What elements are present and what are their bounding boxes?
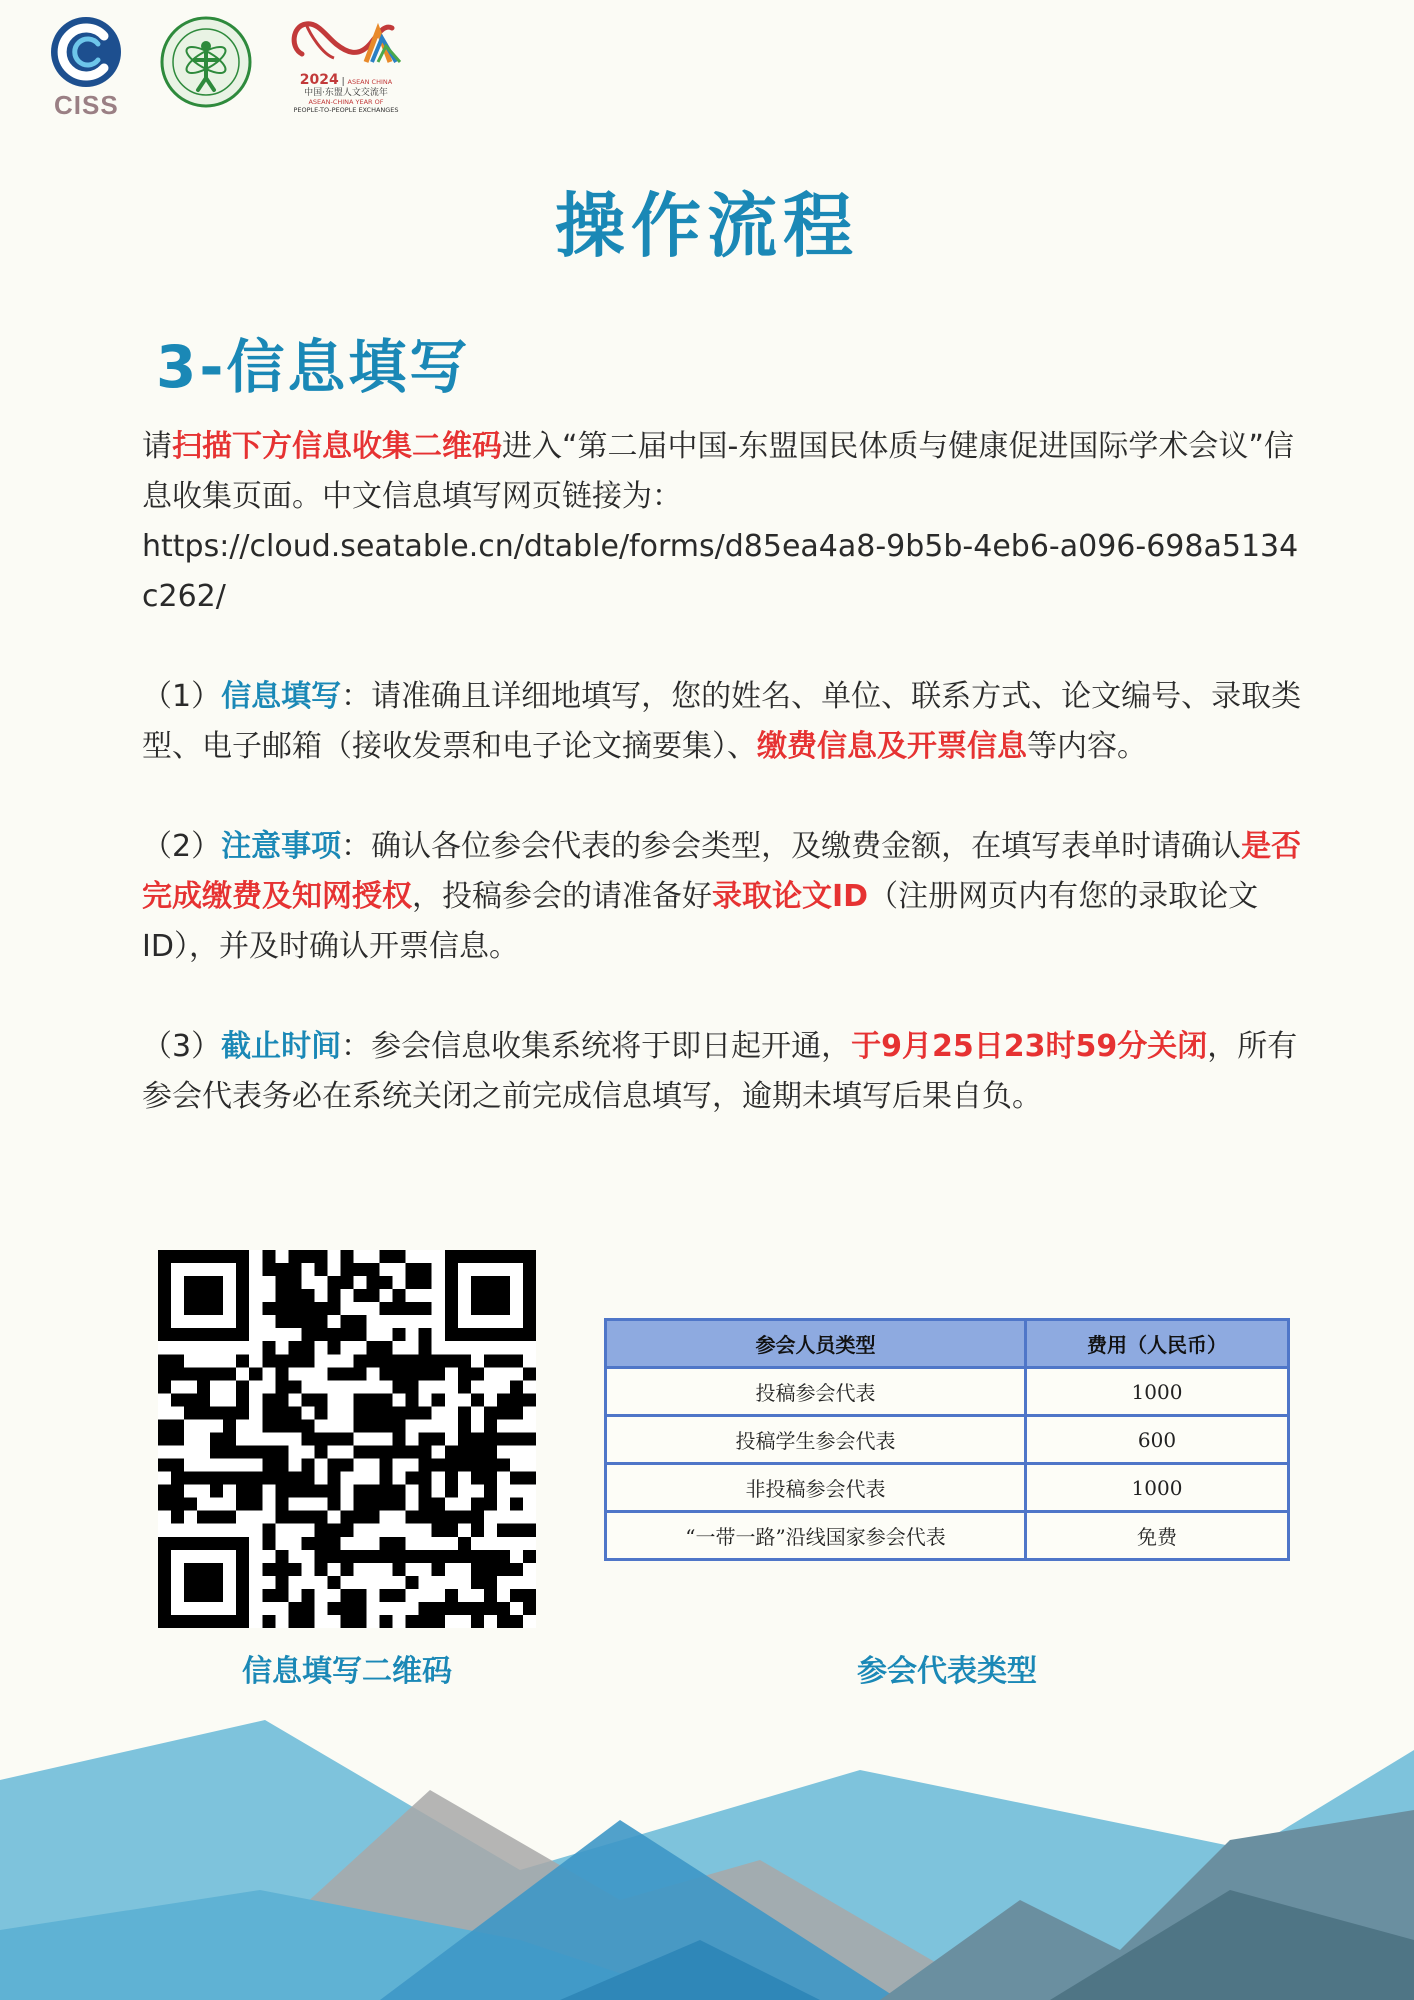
- item-2-text-1: ：确认各位参会代表的参会类型，及缴费金额，在填写表单时请确认: [341, 829, 1242, 864]
- item-2-text-3: （注册网页内有您的录取论文ID），并及时确认开票信息。: [142, 879, 1259, 964]
- logo-row: [46, 14, 406, 120]
- fee-table: [604, 1318, 1290, 1561]
- table-header-row: [606, 1320, 1289, 1368]
- table-row: [606, 1512, 1289, 1560]
- asean-english-line2: PEOPLE-TO-PEOPLE EXCHANGES: [293, 106, 399, 114]
- table-cell-fee: 1000: [1026, 1368, 1289, 1416]
- qr-caption: 信息填写二维码: [242, 1654, 452, 1689]
- table-row: [606, 1416, 1289, 1464]
- item-2-highlight-2: 录取论文ID: [712, 879, 869, 914]
- instructions: [142, 422, 1312, 1172]
- table-row: [606, 1368, 1289, 1416]
- asean-china-logo: [286, 14, 406, 118]
- table-cell-type: 投稿参会代表: [606, 1368, 1026, 1416]
- page-title: 操作流程: [555, 185, 859, 267]
- asean-english-line1: ASEAN-CHINA YEAR OF: [308, 98, 384, 106]
- table-header-type: 参会人员类型: [606, 1320, 1026, 1368]
- society-logo: [160, 16, 252, 108]
- item-3-highlight: 于9月25日23时59分关闭: [851, 1029, 1208, 1064]
- item-2-paragraph: [142, 822, 1312, 972]
- table-cell-type: “一带一路”沿线国家参会代表: [606, 1512, 1026, 1560]
- intro-text-1: 请: [142, 429, 172, 464]
- item-1-number: （1）: [142, 679, 222, 714]
- item-3-text-2: ，所有参会代表务必在系统关闭之前完成信息填写，逾期未填写后果自负。: [142, 1029, 1298, 1114]
- ciss-emblem-icon: [46, 14, 126, 90]
- mountain-decoration: [0, 1700, 1414, 2000]
- table-header-fee: 费用（人民币）: [1026, 1320, 1289, 1368]
- asean-china-emblem-icon: [286, 14, 406, 72]
- item-1-paragraph: [142, 672, 1312, 772]
- ciss-logo: [46, 14, 126, 120]
- society-emblem-icon: [160, 16, 252, 108]
- table-caption: 参会代表类型: [857, 1654, 1037, 1689]
- section-title: 3-信息填写: [156, 333, 471, 401]
- asean-china-logo-text: 2024 | ASEAN CHINA 中国·东盟人文交流年 ASEAN-CHINA YEAR OF PEOPLE-TO-PEOPLE EXCHANGES: [286, 72, 406, 114]
- item-1-label: 信息填写: [221, 679, 342, 714]
- item-1-text-1: ：请准确且详细地填写，您的姓名、单位、联系方式、论文编号、录取类型、电子邮箱（接收发票和电子论文摘要集）、: [142, 679, 1302, 764]
- item-2-text-2: ，投稿参会的请准备好: [412, 879, 712, 914]
- asean-year: 2024: [299, 72, 339, 88]
- item-3-text-1: ：参会信息收集系统将于即日起开通，: [341, 1029, 852, 1064]
- table-row: [606, 1464, 1289, 1512]
- ciss-logo-text: CISS: [54, 90, 119, 120]
- table-cell-fee: 1000: [1026, 1464, 1289, 1512]
- item-2-label: 注意事项: [221, 829, 342, 864]
- item-2-highlight-1: 是否完成缴费及知网授权: [142, 829, 1302, 914]
- intro-highlight: 扫描下方信息收集二维码: [172, 429, 502, 464]
- table-cell-fee: 600: [1026, 1416, 1289, 1464]
- intro-text-2: 进入“第二届中国-东盟国民体质与健康促进国际学术会议”信息收集页面。中文信息填写网页链接为：: [142, 429, 1294, 514]
- intro-paragraph: [142, 422, 1312, 622]
- table-cell-type: 非投稿参会代表: [606, 1464, 1026, 1512]
- item-2-number: （2）: [142, 829, 222, 864]
- item-3-number: （3）: [142, 1029, 222, 1064]
- form-url-link[interactable]: https://cloud.seatable.cn/dtable/forms/d85ea4a8-9b5b-4eb6-a096-698a5134c262/: [142, 529, 1299, 614]
- asean-chinese-name: 中国·东盟人文交流年: [304, 88, 388, 98]
- item-3-label: 截止时间: [221, 1029, 342, 1064]
- table-cell-fee: 免费: [1026, 1512, 1289, 1560]
- item-3-paragraph: [142, 1022, 1312, 1122]
- item-1-highlight: 缴费信息及开票信息: [757, 729, 1027, 764]
- table-cell-type: 投稿学生参会代表: [606, 1416, 1026, 1464]
- qr-code[interactable]: [158, 1250, 536, 1628]
- asean-china-label: ASEAN CHINA: [347, 78, 393, 86]
- item-1-text-2: 等内容。: [1027, 729, 1147, 764]
